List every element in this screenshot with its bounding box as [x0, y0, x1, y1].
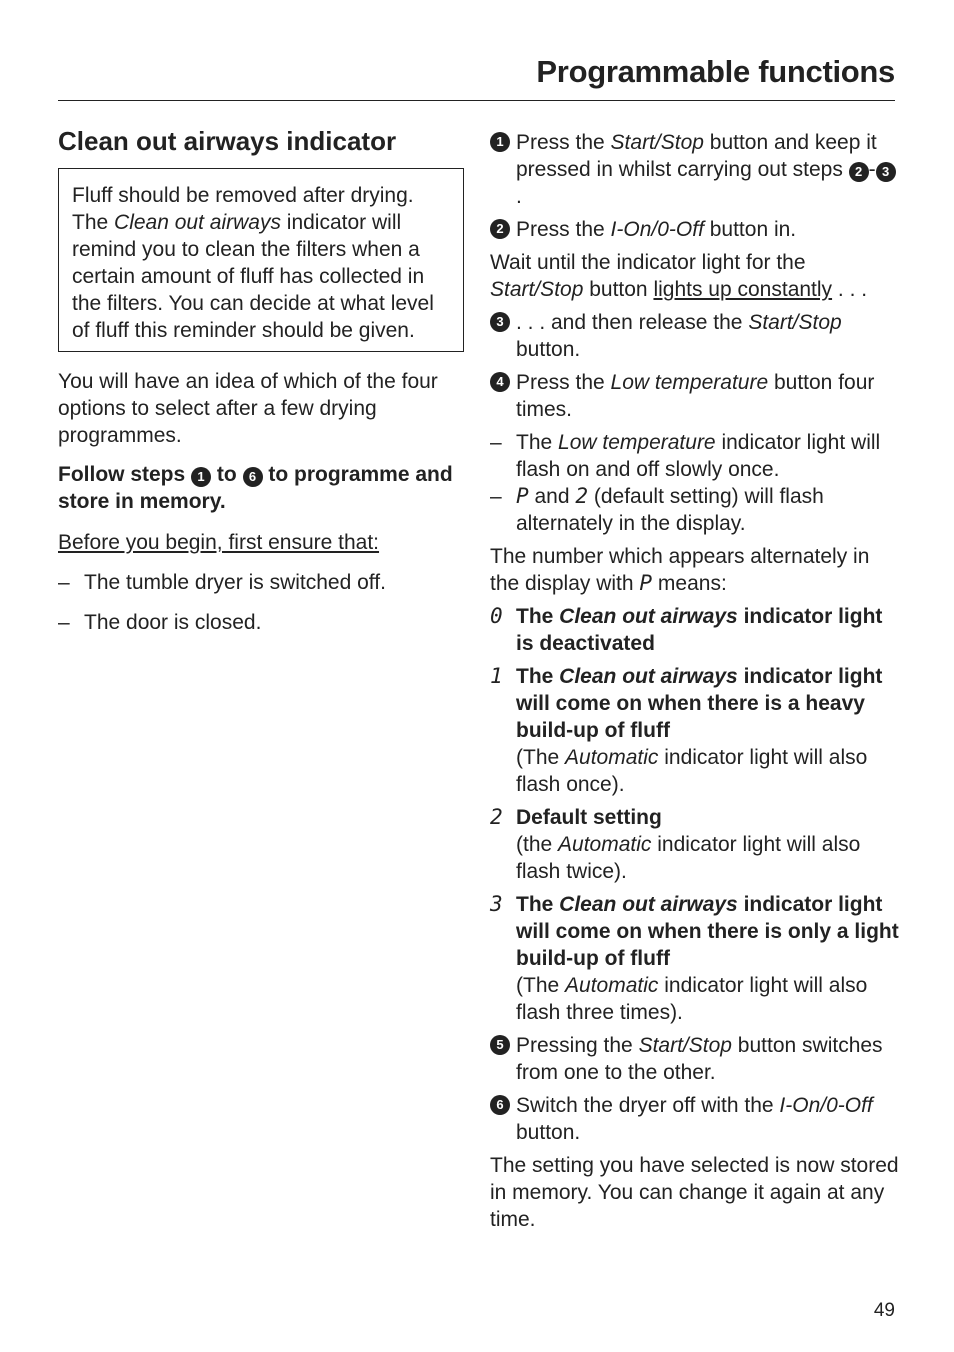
number-meaning-paragraph — [490, 543, 900, 597]
button-name: Low temperature — [558, 431, 716, 454]
follow-steps-heading — [58, 461, 464, 515]
step-text: button. — [516, 1121, 581, 1144]
box-term: Clean out airways — [114, 211, 281, 234]
option-title: Default setting — [516, 806, 662, 829]
option-note: indicator light will also flash three times). — [516, 974, 868, 1024]
button-name: I-On/0-Off — [610, 218, 704, 241]
option-title-text: The — [516, 665, 560, 688]
option-title — [516, 893, 899, 970]
button-name: Start/Stop — [748, 311, 842, 334]
step-text: Switch the dryer off with the — [516, 1094, 780, 1117]
option-note: indicator light will also flash once). — [516, 746, 868, 796]
option-key: 2 — [490, 805, 503, 829]
indicator-name: Clean out airways — [559, 893, 738, 916]
step-number-icon: 6 — [243, 467, 263, 487]
option-title-text: indicator light will come on when there is a heavy build-up of fluff — [516, 665, 883, 742]
display-symbol: P — [639, 571, 653, 595]
option-key: 1 — [490, 664, 503, 688]
result-item — [490, 483, 900, 537]
step-3 — [490, 309, 900, 363]
checklist-item — [58, 569, 464, 596]
option-key: 0 — [490, 604, 503, 628]
meaning-text: The number which appears alternately in the display with — [490, 545, 870, 595]
option-title-text: indicator light will come on when there is only a light build-up of fluff — [516, 893, 899, 970]
option-title-text: The — [516, 893, 560, 916]
option-2 — [490, 804, 900, 885]
step-text: button and keep it pressed in whilst carrying out steps — [516, 131, 877, 181]
step-text: button switches from one to the other. — [516, 1034, 883, 1084]
display-symbol: 2 — [575, 484, 589, 508]
step-number-icon: 3 — [876, 162, 896, 182]
option-title-text: indicator light is deactivated — [516, 605, 883, 655]
option-note: (the — [516, 833, 559, 856]
result-text: and — [528, 485, 576, 508]
option-0 — [490, 603, 900, 657]
step-number-icon: 1 — [490, 132, 510, 152]
button-name: Start/Stop — [638, 1034, 732, 1057]
indicator-name: Automatic — [558, 833, 652, 856]
follow-text-c: to programme and store in memory. — [58, 463, 453, 513]
step-1 — [490, 129, 900, 210]
step-6 — [490, 1092, 900, 1146]
final-paragraph: The setting you have selected is now stored in memory. You can change it again at any time. — [490, 1154, 899, 1231]
option-3 — [490, 891, 900, 1026]
result-text: indicator light will flash on and off slowly once. — [516, 431, 881, 481]
checklist-text: The tumble dryer is switched off. — [84, 571, 386, 594]
result-text: (default setting) will flash alternately in the display. — [516, 485, 824, 535]
section-heading: Clean out airways indicator — [58, 126, 397, 156]
step-number-icon: 2 — [849, 162, 869, 182]
step-text: - — [868, 158, 876, 181]
step-number-icon: 4 — [490, 372, 510, 392]
wait-text: button — [583, 278, 654, 301]
option-1 — [490, 663, 900, 798]
wait-text: Wait until the indicator light for the — [490, 251, 806, 274]
option-key: 3 — [490, 892, 503, 916]
step-text: button four times. — [516, 371, 875, 421]
button-name: Start/Stop — [610, 131, 704, 154]
dash-bullet: – — [58, 571, 70, 594]
step-text: Press the — [516, 371, 611, 394]
option-title — [516, 605, 882, 655]
wait-emphasis: lights up constantly — [653, 278, 833, 301]
option-title-text: The — [516, 605, 560, 628]
option-note: indicator light will also flash twice). — [516, 833, 861, 883]
page-header — [58, 48, 895, 101]
box-text-2: indicator will remind you to clean the filters when a certain amount of fluff has collected in the filters. You can decide at what level of fluff this reminder should be given. — [72, 211, 434, 342]
follow-text-b: to — [211, 463, 243, 486]
display-symbol: P — [516, 484, 529, 508]
intro-paragraph: You will have an idea of which of the four options to select after a few drying programmes. — [58, 370, 438, 447]
step-5 — [490, 1032, 900, 1086]
step-4 — [490, 369, 900, 423]
page-title: Programmable functions — [536, 54, 895, 89]
step-text: button in. — [703, 218, 797, 241]
indicator-name: Automatic — [565, 746, 659, 769]
option-note: (The — [516, 974, 566, 997]
dash-bullet: – — [490, 431, 502, 454]
wait-text: . . . — [832, 278, 868, 301]
box-text-1: Fluff should be removed after drying. The — [72, 184, 414, 234]
checklist-item — [58, 609, 464, 636]
button-name: Start/Stop — [490, 278, 584, 301]
step-number-icon: 3 — [490, 312, 510, 332]
step-number-icon: 6 — [490, 1095, 510, 1115]
indicator-name: Clean out airways — [559, 665, 738, 688]
button-name: Low temperature — [610, 371, 769, 394]
step-text: Pressing the — [516, 1034, 639, 1057]
step-2 — [490, 216, 900, 243]
page-number: 49 — [873, 1300, 895, 1321]
right-column — [490, 129, 900, 1239]
meaning-text: means: — [652, 572, 727, 595]
wait-paragraph — [490, 249, 900, 303]
dash-bullet: – — [58, 611, 70, 634]
follow-text-a: Follow steps — [58, 463, 192, 486]
step-text: Press the — [516, 218, 611, 241]
step-text: Press the — [516, 131, 611, 154]
button-name: I-On/0-Off — [779, 1094, 873, 1117]
indicator-name: Automatic — [565, 974, 659, 997]
step-text: . . . and then release the — [516, 311, 749, 334]
step-text: . — [516, 185, 522, 208]
info-box — [58, 168, 464, 352]
result-text: The — [516, 431, 559, 454]
option-title — [516, 665, 882, 742]
option-note: (The — [516, 746, 566, 769]
step-number-icon: 2 — [490, 219, 510, 239]
left-column — [58, 124, 464, 649]
indicator-name: Clean out airways — [559, 605, 738, 628]
result-item — [490, 429, 900, 483]
dash-bullet: – — [490, 485, 502, 508]
step-number-icon: 1 — [191, 467, 211, 487]
step-number-icon: 5 — [490, 1035, 510, 1055]
checklist-text: The door is closed. — [84, 611, 262, 634]
step-text: button. — [516, 338, 581, 361]
before-you-begin: Before you begin, first ensure that: — [58, 531, 380, 554]
